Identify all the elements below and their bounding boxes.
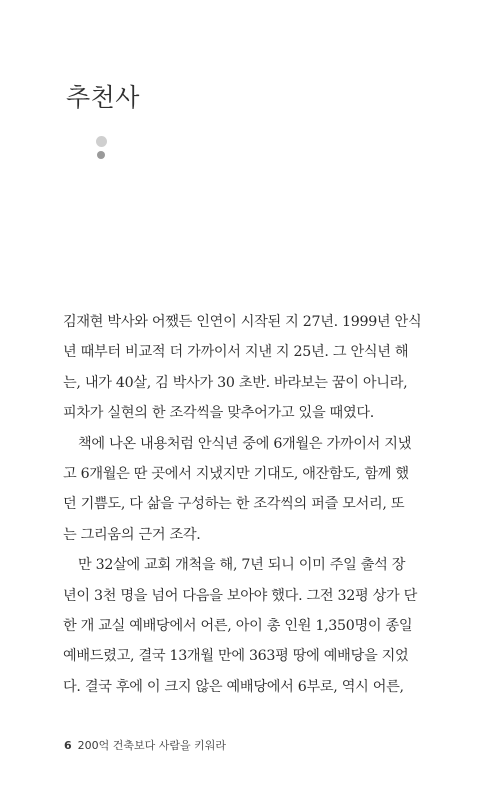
text-line: 던 기쁨도, 다 삶을 구성하는 한 조각씩의 퍼즐 모서리, 또 <box>63 496 405 513</box>
text-line: 만 32살에 교회 개척을 해, 7년 되니 이미 주일 출석 장 <box>78 557 406 574</box>
paragraph <box>63 307 438 429</box>
text-line: 김재현 박사와 어쨌든 인연이 시작된 지 27년. 1999년 안식 <box>63 314 422 330</box>
text-line: 한 개 교실 예배당에서 어른, 아이 총 인원 1,350명이 종일 <box>63 618 413 635</box>
text-line: 년이 3천 명을 넘어 다음을 보아야 했다. 그전 32평 상가 단 <box>63 587 417 604</box>
text-line: 피차가 실현의 한 조각씩을 맞추어가고 있을 때였다. <box>63 405 374 422</box>
text-line: 고 6개월은 딴 곳에서 지냈지만 기대도, 애잔함도, 함께 했 <box>63 466 409 483</box>
page-heading: 추천사 <box>66 83 140 112</box>
body-text <box>63 307 438 702</box>
text-line: 는, 내가 40살, 김 박사가 30 초반. 바라보는 꿈이 아니라, <box>63 374 408 391</box>
page-footer <box>64 737 226 753</box>
decorative-dots <box>96 136 106 159</box>
paragraph <box>63 550 438 702</box>
text-line: 예배드렸고, 결국 13개월 만에 363평 땅에 예배당을 지었 <box>63 648 409 665</box>
page-number: 6 <box>64 739 72 752</box>
dark-dot-icon <box>97 151 105 159</box>
paragraph <box>63 429 438 551</box>
text-line: 책에 나온 내용처럼 안식년 중에 6개월은 가까이서 지냈 <box>78 435 412 452</box>
text-line: 다. 결국 후에 이 크지 않은 예배당에서 6부로, 역시 어른, <box>63 678 404 695</box>
text-line: 년 때부터 비교적 더 가까이서 지낸 지 25년. 그 안식년 해 <box>63 344 409 361</box>
text-line: 는 그리움의 근거 조각. <box>63 526 201 543</box>
book-title: 200억 건축보다 사람을 키워라 <box>77 739 227 752</box>
light-dot-icon <box>96 136 107 147</box>
